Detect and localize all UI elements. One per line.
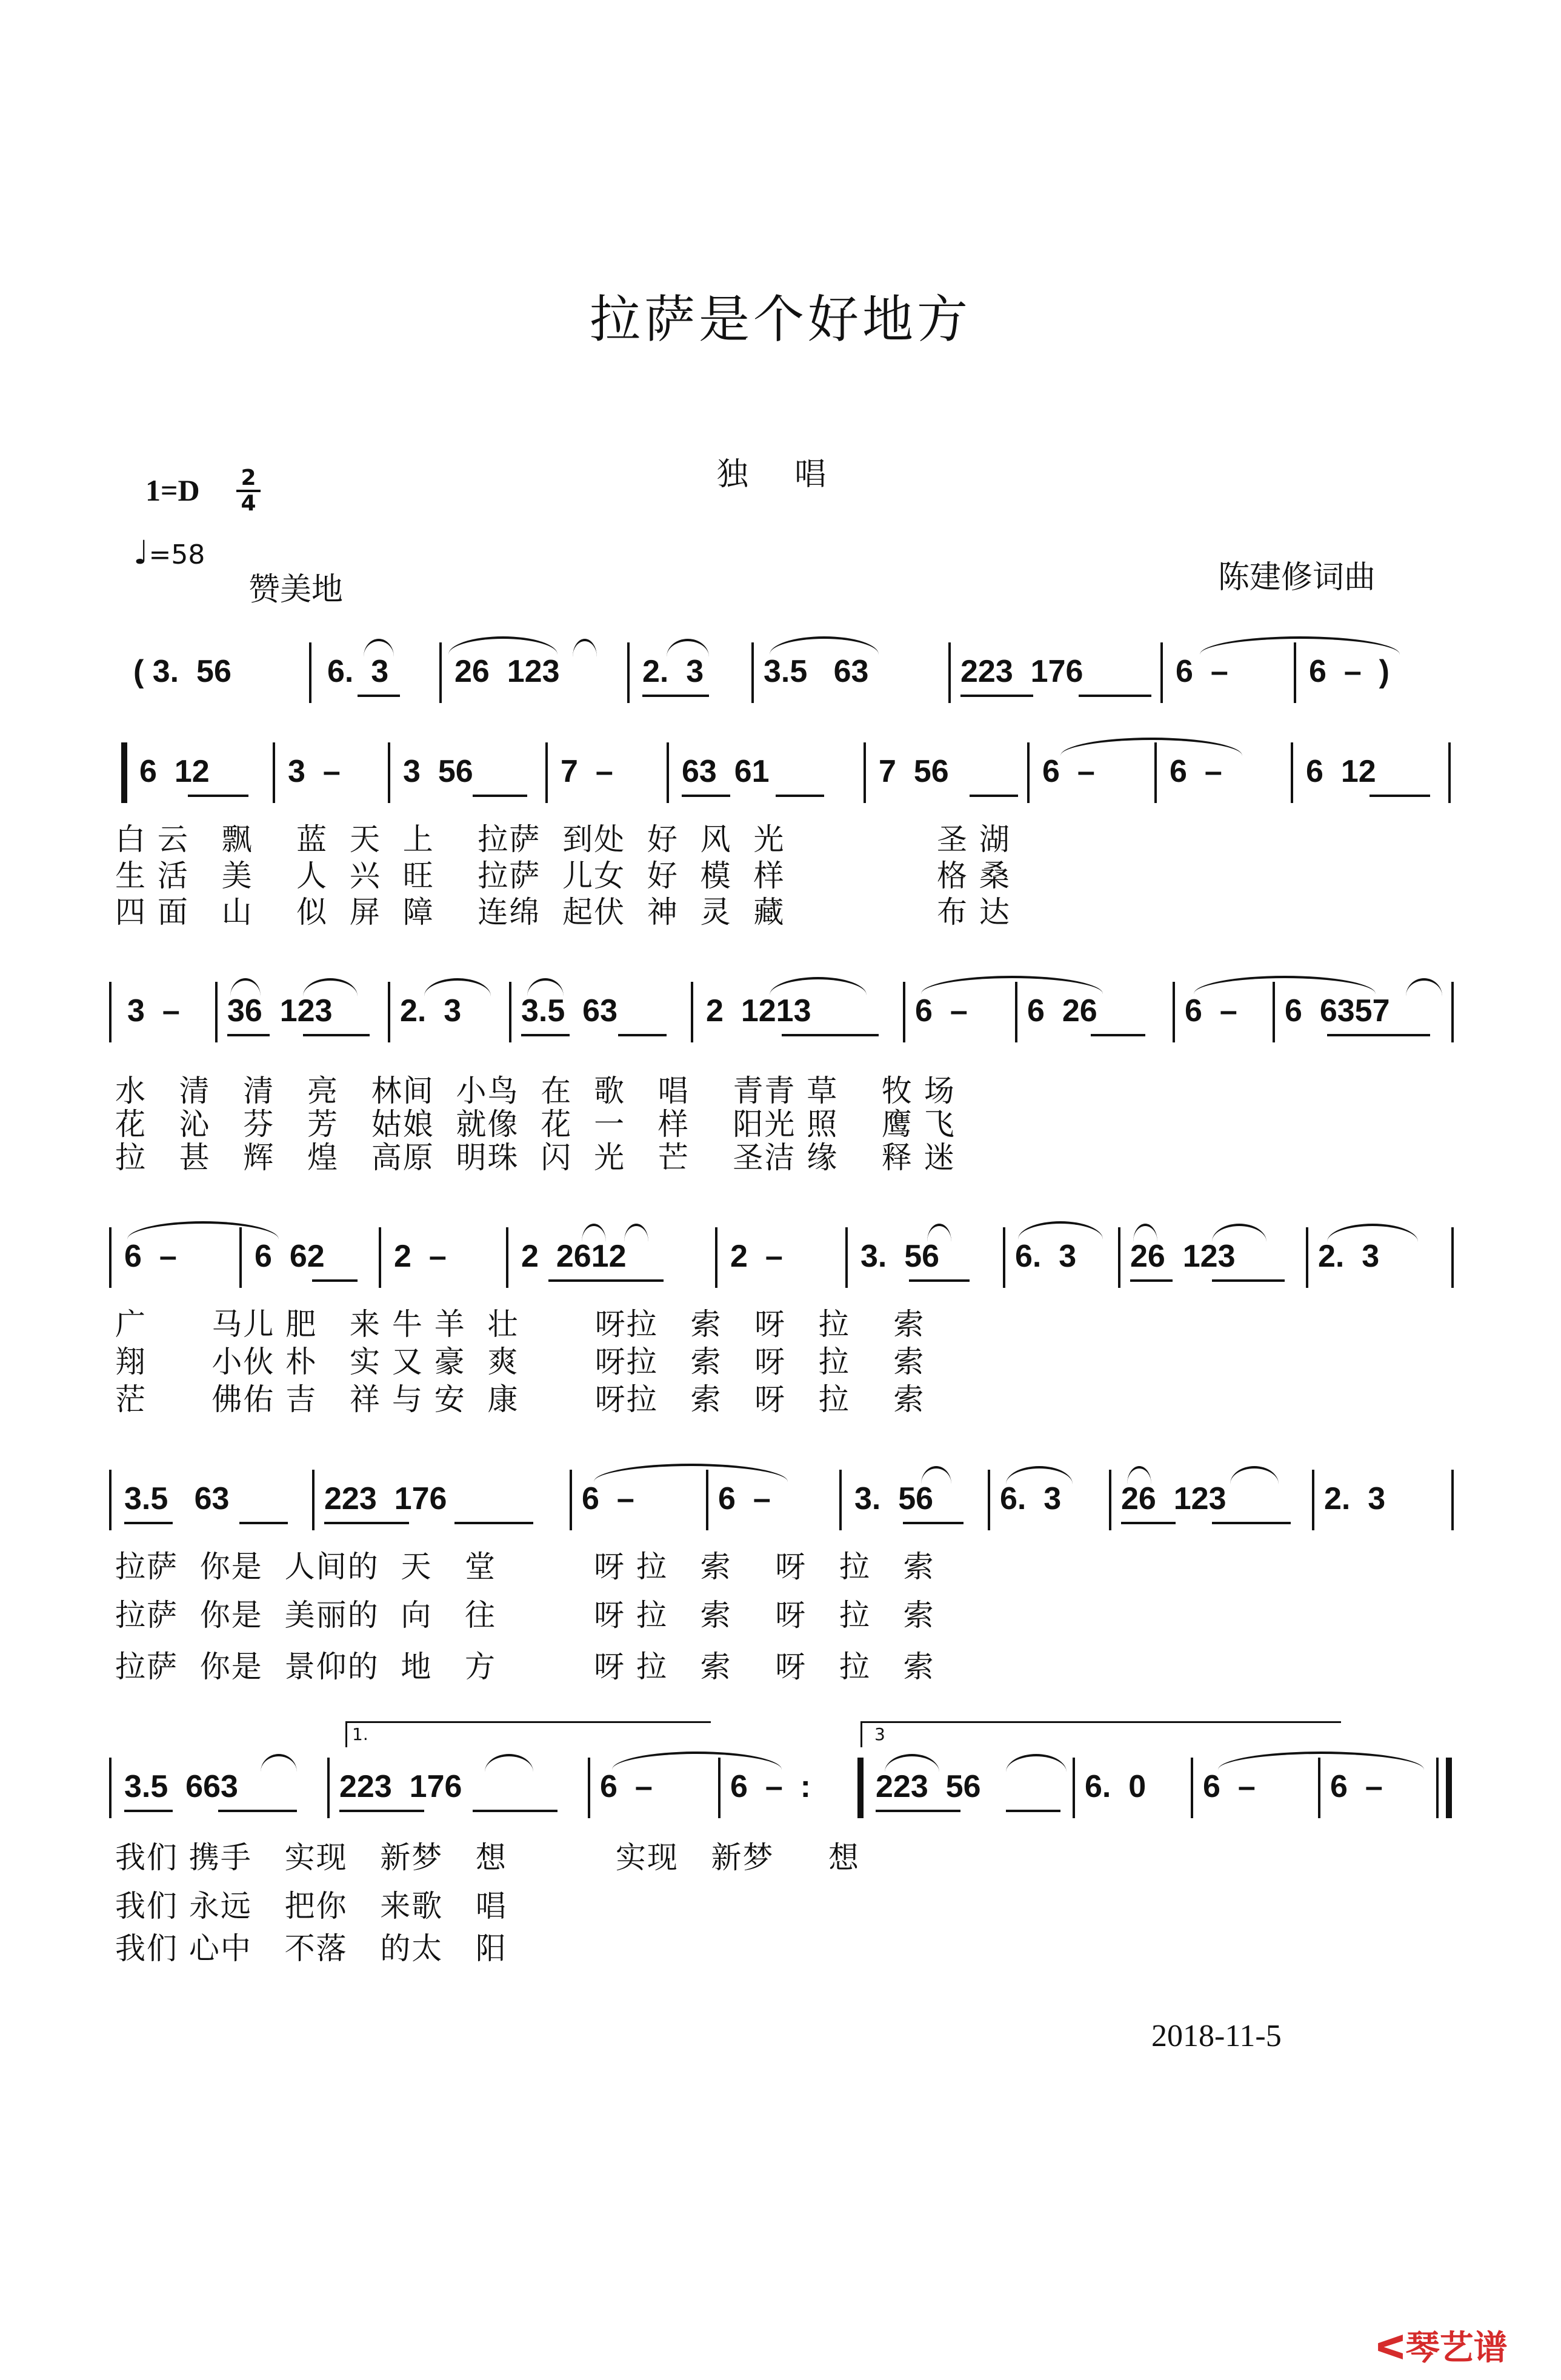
slur: [582, 1224, 606, 1242]
underline: [473, 795, 527, 797]
underline: [1006, 1810, 1060, 1812]
slur: [527, 978, 564, 996]
underline: [970, 795, 1018, 797]
underline: [303, 1034, 370, 1036]
barline: [379, 1227, 381, 1288]
measure: 6 –: [1330, 1769, 1383, 1804]
notation-row: [109, 742, 1454, 809]
measure: 2. 3: [1324, 1481, 1386, 1516]
measure: 6 –: [1042, 754, 1095, 789]
notes-row-5: [109, 1758, 1454, 1824]
underline: [1121, 1522, 1176, 1524]
notation-row: [109, 1724, 1454, 1824]
underline: [324, 1522, 409, 1524]
barline: [1073, 1758, 1075, 1818]
slur: [424, 978, 491, 996]
measure: 6 62: [255, 1239, 325, 1274]
volta-label-3: 3: [874, 1724, 885, 1744]
slur: [1060, 738, 1242, 756]
underline: [682, 795, 730, 797]
lyric-line: 茫 佛佑 吉 祥 与 安 康 呀拉 索 呀 拉 索: [115, 1382, 925, 1417]
barline: [1003, 1227, 1005, 1288]
barline: [667, 742, 669, 803]
slur: [594, 1464, 788, 1482]
barline: [215, 982, 218, 1042]
measure: 63 61: [682, 754, 770, 789]
barline: [506, 1227, 508, 1288]
lyric-line: 花 沁 芬 芳 姑娘 就像 花 一 样 阳光 照 鹰 飞: [115, 1107, 956, 1142]
logo-text: 琴艺谱: [1405, 2328, 1508, 2368]
barline: [327, 1758, 330, 1818]
underline: [454, 1522, 533, 1524]
underline: [521, 1034, 570, 1036]
barline: [109, 1470, 112, 1530]
underline: [124, 1810, 173, 1812]
barline: [1436, 1758, 1439, 1818]
underline: [124, 1522, 173, 1524]
slur: [1327, 1224, 1418, 1242]
measure: 223 56: [876, 1769, 981, 1804]
lyric-line: 拉萨 你是 人间的 天 堂 呀 拉 索 呀 拉 索: [115, 1549, 935, 1584]
measure: 6 –: [718, 1481, 771, 1516]
slur: [1212, 1224, 1266, 1242]
measure: 2 2612: [521, 1239, 627, 1274]
quarter-note-icon: ♩: [133, 533, 149, 572]
barline: [312, 1470, 315, 1530]
notation-row: [109, 1227, 1454, 1294]
measure: 26 123: [1121, 1481, 1226, 1516]
underline: [473, 1810, 558, 1812]
barline: [1306, 1227, 1308, 1288]
slur: [1194, 976, 1376, 994]
underline: [188, 795, 248, 797]
barline: [1312, 1470, 1314, 1530]
lyric-line: 四 面 山 似 屏 障 连绵 起伏 神 灵 藏 布 达: [115, 895, 1011, 930]
slur: [1200, 636, 1400, 655]
measure: 2. 3: [1318, 1239, 1380, 1274]
slur: [230, 978, 261, 996]
lyric-line: 拉 甚 辉 煌 高原 明珠 闪 光 芒 圣洁 缘 释 迷: [115, 1140, 956, 1175]
tempo-value: =58: [148, 539, 205, 570]
time-signature-top: 2: [241, 465, 256, 490]
repeat-start-barline: [121, 742, 127, 803]
composer-credit: 陈建修词曲: [1218, 559, 1376, 596]
notation-row: [109, 642, 1454, 709]
barline: [715, 1227, 717, 1288]
measure: 3 –: [288, 754, 341, 789]
underline: [960, 695, 1033, 697]
measure: 6 12: [139, 754, 210, 789]
slur: [261, 1754, 297, 1772]
slur: [448, 636, 558, 655]
slur: [127, 1221, 279, 1239]
barline: [903, 982, 905, 1042]
measure: 3.5 63: [764, 654, 869, 689]
barline: [1291, 742, 1293, 803]
performance-label: 独 唱: [716, 456, 845, 493]
slur: [303, 978, 358, 996]
barline: [309, 642, 311, 703]
measure: 6 – ): [1309, 654, 1390, 689]
measure: 6. 3: [327, 654, 389, 689]
barline: [509, 982, 511, 1042]
lyric-line: 我们 心中 不落 的太 阳: [115, 1931, 507, 1966]
slur: [921, 1466, 951, 1484]
measure: 6 6357: [1285, 993, 1390, 1028]
underline: [312, 1279, 358, 1282]
underline: [642, 695, 709, 697]
barline: [691, 982, 693, 1042]
watermark-logo: [1376, 2321, 1508, 2370]
slur: [770, 977, 867, 995]
barline: [751, 642, 754, 703]
underline: [782, 1034, 879, 1036]
barline: [439, 642, 442, 703]
underline: [339, 1810, 424, 1812]
measure: 3.5 663: [124, 1769, 238, 1804]
tempo-marking: [133, 533, 205, 572]
measure: 6. 3: [1000, 1481, 1062, 1516]
measure: 26 123: [454, 654, 560, 689]
slur: [624, 1224, 648, 1242]
measure: 2 1213: [706, 993, 811, 1028]
slur: [1006, 1754, 1067, 1772]
barline: [1027, 742, 1030, 803]
volta-label-1: 1.: [352, 1724, 368, 1744]
lyric-line: 我们 携手 实现 新梦 想 实现 新梦 想: [115, 1840, 860, 1875]
measure: 3 –: [127, 993, 180, 1028]
measure: 36 123: [227, 993, 333, 1028]
slur: [1133, 1224, 1157, 1242]
lyric-line: 广 马儿 肥 来 牛 羊 壮 呀拉 索 呀 拉 索: [115, 1307, 925, 1342]
barline: [109, 1758, 112, 1818]
barline: [627, 642, 630, 703]
measure: 6 –: [582, 1481, 634, 1516]
barline: [948, 642, 951, 703]
underline: [903, 1522, 964, 1524]
slur: [1006, 1466, 1073, 1484]
underline: [618, 1034, 667, 1036]
final-barline: [1446, 1758, 1452, 1818]
lyric-line: 生 活 美 人 兴 旺 拉萨 儿女 好 模 样 格 桑: [115, 858, 1011, 893]
measure: 6 –: [1176, 654, 1228, 689]
slur: [485, 1754, 533, 1772]
barline: [1118, 1227, 1120, 1288]
notation-row: [109, 982, 1454, 1048]
measure: 6 –: [1203, 1769, 1256, 1804]
underline: [1130, 1279, 1173, 1282]
measure: 3. 56: [860, 1239, 940, 1274]
slur: [770, 636, 879, 655]
barline: [570, 1470, 572, 1530]
barline: [1451, 1227, 1454, 1288]
date-stamp: 2018-11-5: [1151, 2019, 1282, 2053]
measure: 6 –: [1170, 754, 1222, 789]
underline: [1212, 1279, 1285, 1282]
measure: 6. 0: [1085, 1769, 1147, 1804]
score-title: 拉萨是个好地方: [589, 290, 971, 349]
barline: [109, 982, 112, 1042]
measure: 2 –: [394, 1239, 447, 1274]
measure: 6 –: [915, 993, 968, 1028]
measure: ( 3. 56: [133, 654, 231, 689]
barline: [988, 1470, 990, 1530]
barline: [109, 1227, 112, 1288]
measure: 3.5 63: [521, 993, 618, 1028]
barline: [545, 742, 548, 803]
underline: [227, 1034, 270, 1036]
measure: 223 176: [324, 1481, 447, 1516]
slur: [364, 639, 394, 657]
underline: [1212, 1522, 1291, 1524]
measure: 2. 3: [400, 993, 462, 1028]
expression-marking: 赞美地: [248, 572, 344, 608]
barline: [273, 742, 275, 803]
notes-row-4: [109, 1470, 1454, 1536]
lyric-line: 翔 小伙 朴 实 又 豪 爽 呀拉 索 呀 拉 索: [115, 1344, 925, 1379]
underline: [358, 695, 400, 697]
underline: [776, 795, 824, 797]
underline: [1370, 795, 1430, 797]
volta-ending-3: [860, 1721, 1341, 1747]
barline: [388, 742, 390, 803]
slur: [1127, 1466, 1151, 1484]
barline: [1109, 1470, 1111, 1530]
slur: [1218, 1752, 1424, 1770]
slur: [1230, 1466, 1279, 1484]
lyric-line: 水 清 清 亮 林间 小鸟 在 歌 唱 青青 草 牧 场: [115, 1073, 956, 1108]
underline: [1079, 695, 1151, 697]
logo-icon: ᐸ: [1376, 2328, 1406, 2368]
underline: [909, 1279, 970, 1282]
measure: 3.5 63: [124, 1481, 230, 1516]
barline: [588, 1758, 590, 1818]
measure: 2. 3: [642, 654, 704, 689]
barline: [845, 1227, 848, 1288]
barline: [864, 742, 866, 803]
measure: 223 176: [960, 654, 1083, 689]
barline: [1451, 1470, 1454, 1530]
barline: [1448, 742, 1451, 803]
measure: 7 56: [879, 754, 949, 789]
barline: [1191, 1758, 1193, 1818]
notes-row-2: [109, 982, 1454, 1048]
measure: 3 56: [403, 754, 473, 789]
measure: 3. 56: [854, 1481, 934, 1516]
barline: [1451, 982, 1454, 1042]
slur: [921, 976, 1103, 994]
measure: 26 123: [1130, 1239, 1236, 1274]
measure: 2 –: [730, 1239, 783, 1274]
measure: 7 –: [561, 754, 613, 789]
underline: [876, 1810, 960, 1812]
measure: 6 –: [600, 1769, 653, 1804]
underline: [1091, 1034, 1145, 1036]
key-signature: 1=D: [145, 473, 200, 507]
underline: [1327, 1034, 1430, 1036]
underline: [218, 1810, 297, 1812]
slur: [1406, 978, 1442, 996]
notes-row-3: [109, 1227, 1454, 1294]
slur: [612, 1752, 782, 1770]
measure: 6 26: [1027, 993, 1097, 1028]
lyric-line: 拉萨 你是 美丽的 向 往 呀 拉 索 呀 拉 索: [115, 1598, 935, 1633]
notes-row-0: [109, 642, 1454, 709]
barline: [388, 982, 390, 1042]
notation-row: [109, 1470, 1454, 1536]
barline: [1160, 642, 1163, 703]
barline: [1173, 982, 1175, 1042]
slur: [667, 639, 709, 657]
time-signature: [236, 465, 261, 516]
lyric-line: 白 云 飘 蓝 天 上 拉萨 到处 好 风 光 圣 湖: [115, 822, 1011, 857]
slur: [885, 1754, 939, 1772]
barline: [839, 1470, 842, 1530]
measure: 6 12: [1306, 754, 1376, 789]
underline: [239, 1522, 288, 1524]
slur: [573, 639, 597, 657]
measure: 6 –: [1185, 993, 1237, 1028]
measure: 6. 3: [1015, 1239, 1077, 1274]
lyric-line: 我们 永远 把你 来歌 唱: [115, 1888, 507, 1924]
lyric-line: 拉萨 你是 景仰的 地 方 呀 拉 索 呀 拉 索: [115, 1649, 935, 1684]
measure: 6 – :: [730, 1769, 811, 1804]
notes-row-1: [109, 742, 1454, 809]
slur: [927, 1224, 951, 1242]
volta-ending-1: [345, 1721, 711, 1747]
measure: 6 –: [124, 1239, 177, 1274]
repeat-end-barline: [857, 1758, 864, 1818]
time-signature-bottom: 4: [241, 491, 256, 516]
underline: [548, 1279, 664, 1282]
measure: 223 176: [339, 1769, 462, 1804]
slur: [1018, 1221, 1103, 1239]
